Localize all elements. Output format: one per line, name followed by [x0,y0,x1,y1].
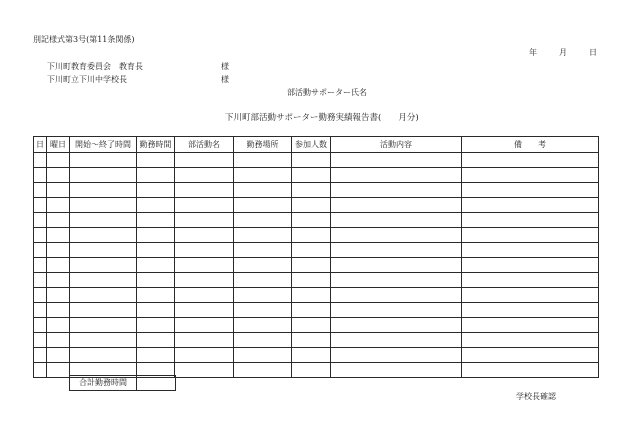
total-hours-cell[interactable] [137,376,176,391]
addressee-honorific: 様 [221,75,229,84]
column-header-club-name: 部活動名 [175,137,234,153]
table-cell[interactable] [331,228,462,243]
table-cell[interactable] [34,213,47,228]
table-cell[interactable] [234,168,292,183]
table-cell[interactable] [137,243,175,258]
table-cell[interactable] [47,273,70,288]
table-cell[interactable] [34,348,47,363]
table-cell[interactable] [137,258,175,273]
table-cell[interactable] [137,213,175,228]
table-row [34,348,599,363]
supporter-name-label: 部活動サポーター氏名 [287,88,367,97]
table-cell[interactable] [137,168,175,183]
table-row [34,243,599,258]
table-cell[interactable] [175,153,234,168]
table-cell[interactable] [292,348,331,363]
table-cell[interactable] [462,168,599,183]
table-row [34,258,599,273]
table-cell[interactable] [234,348,292,363]
addressee-board-of-education: 下川町教育委員会 教育長 [47,62,143,71]
table-row [34,153,599,168]
table-cell[interactable] [331,198,462,213]
table-cell[interactable] [175,288,234,303]
table-cell[interactable] [137,228,175,243]
table-cell[interactable] [70,348,137,363]
work-record-table [33,136,599,378]
column-header-work-place: 勤務場所 [234,137,292,153]
table-cell[interactable] [462,363,599,378]
table-cell[interactable] [175,213,234,228]
table-cell[interactable] [137,153,175,168]
table-cell[interactable] [175,243,234,258]
table-cell[interactable] [137,333,175,348]
table-cell[interactable] [47,348,70,363]
table-cell[interactable] [462,213,599,228]
table-cell[interactable] [331,363,462,378]
total-row [70,376,176,391]
table-cell[interactable] [331,348,462,363]
table-cell[interactable] [292,243,331,258]
table-cell[interactable] [70,303,137,318]
table-cell[interactable] [331,288,462,303]
table-cell[interactable] [292,153,331,168]
table-cell[interactable] [47,168,70,183]
table-cell[interactable] [34,318,47,333]
table-cell[interactable] [47,228,70,243]
table-cell[interactable] [175,273,234,288]
table-cell[interactable] [137,303,175,318]
table-row [34,303,599,318]
table-cell[interactable] [34,333,47,348]
total-hours-table [69,375,176,391]
table-row [34,168,599,183]
table-cell[interactable] [462,333,599,348]
table-cell[interactable] [47,318,70,333]
table-cell[interactable] [47,183,70,198]
table-cell[interactable] [175,168,234,183]
table-cell[interactable] [292,228,331,243]
table-cell[interactable] [47,198,70,213]
table-cell[interactable] [70,213,137,228]
table-cell[interactable] [234,363,292,378]
table-cell[interactable] [234,198,292,213]
table-cell[interactable] [70,183,137,198]
table-cell[interactable] [292,273,331,288]
table-cell[interactable] [234,153,292,168]
table-cell[interactable] [234,258,292,273]
table-cell[interactable] [70,288,137,303]
table-cell[interactable] [137,318,175,333]
table-cell[interactable] [234,183,292,198]
table-header-row [34,137,599,153]
table-cell[interactable] [47,288,70,303]
table-cell[interactable] [292,183,331,198]
table-cell[interactable] [175,183,234,198]
table-cell[interactable] [47,243,70,258]
table-cell[interactable] [331,333,462,348]
table-cell[interactable] [175,333,234,348]
table-cell[interactable] [331,213,462,228]
table-cell[interactable] [70,318,137,333]
date-line [529,49,597,57]
table-cell[interactable] [175,258,234,273]
table-cell[interactable] [234,243,292,258]
table-cell[interactable] [34,243,47,258]
table-cell[interactable] [34,153,47,168]
table-cell[interactable] [331,258,462,273]
table-cell[interactable] [462,258,599,273]
table-cell[interactable] [462,243,599,258]
column-header-remarks: 備 考 [462,137,599,153]
table-cell[interactable] [292,258,331,273]
table-cell[interactable] [292,363,331,378]
table-cell[interactable] [70,198,137,213]
table-cell[interactable] [137,348,175,363]
table-row [34,288,599,303]
table-cell[interactable] [47,258,70,273]
table-cell[interactable] [292,288,331,303]
table-cell[interactable] [234,213,292,228]
table-cell[interactable] [34,198,47,213]
table-cell[interactable] [175,303,234,318]
table-cell[interactable] [34,273,47,288]
table-cell[interactable] [70,258,137,273]
table-cell[interactable] [292,168,331,183]
table-cell[interactable] [137,288,175,303]
table-cell[interactable] [47,303,70,318]
table-cell[interactable] [234,303,292,318]
date-year-label: 年 [529,48,537,57]
total-hours-label: 合計勤務時間 [70,376,137,391]
column-header-time-range: 開始～終了時間 [70,137,137,153]
table-cell[interactable] [175,348,234,363]
table-cell[interactable] [70,333,137,348]
table-cell[interactable] [70,153,137,168]
table-cell[interactable] [34,303,47,318]
table-cell[interactable] [462,318,599,333]
table-cell[interactable] [292,303,331,318]
column-header-weekday: 曜日 [47,137,70,153]
table-cell[interactable] [462,348,599,363]
table-body [34,153,599,378]
table-cell[interactable] [70,168,137,183]
table-cell[interactable] [331,318,462,333]
table-cell[interactable] [331,243,462,258]
table-cell[interactable] [234,273,292,288]
table-cell[interactable] [234,228,292,243]
table-cell[interactable] [462,198,599,213]
table-row [34,198,599,213]
table-cell[interactable] [331,183,462,198]
table-cell[interactable] [70,273,137,288]
table-cell[interactable] [462,273,599,288]
table-cell[interactable] [175,198,234,213]
table-row [34,183,599,198]
column-header-activity: 活動内容 [331,137,462,153]
form-number: 別記様式第3号(第11条関係) [33,35,135,44]
table-cell[interactable] [175,363,234,378]
table-cell[interactable] [331,273,462,288]
table-cell[interactable] [331,168,462,183]
table-cell[interactable] [462,183,599,198]
table-cell[interactable] [234,318,292,333]
table-cell[interactable] [234,288,292,303]
table-cell[interactable] [462,228,599,243]
table-cell[interactable] [331,303,462,318]
table-cell[interactable] [462,153,599,168]
table-cell[interactable] [292,318,331,333]
table-cell[interactable] [70,228,137,243]
addressee-honorific: 様 [221,62,229,71]
table-cell[interactable] [292,198,331,213]
table-row [34,213,599,228]
table-row [34,318,599,333]
table-cell[interactable] [34,288,47,303]
table-cell[interactable] [175,318,234,333]
table-cell[interactable] [292,333,331,348]
column-header-work-hours: 勤務時間 [137,137,175,153]
report-title: 下川町部活動サポーター勤務実績報告書( 月分) [225,113,419,123]
table-cell[interactable] [462,303,599,318]
column-header-day: 日 [34,137,47,153]
table-cell[interactable] [70,243,137,258]
table-cell[interactable] [137,198,175,213]
table-cell[interactable] [34,228,47,243]
table-cell[interactable] [34,168,47,183]
table-cell[interactable] [137,273,175,288]
table-cell[interactable] [292,213,331,228]
table-row [34,228,599,243]
table-cell[interactable] [34,183,47,198]
table-cell[interactable] [47,153,70,168]
table-cell[interactable] [462,288,599,303]
table-row [34,273,599,288]
table-cell[interactable] [47,333,70,348]
table-cell[interactable] [34,258,47,273]
table-cell[interactable] [34,363,47,378]
table-cell[interactable] [47,363,70,378]
principal-confirmation-label: 学校長確認 [516,392,556,401]
table-cell[interactable] [47,213,70,228]
table-cell[interactable] [234,333,292,348]
table-cell[interactable] [137,183,175,198]
date-month-label: 月 [559,48,567,57]
table-cell[interactable] [331,153,462,168]
table-cell[interactable] [175,228,234,243]
addressee-school-principal: 下川町立下川中学校長 [47,75,127,84]
date-day-label: 日 [589,48,597,57]
column-header-participants: 参加人数 [292,137,331,153]
table-row [34,333,599,348]
